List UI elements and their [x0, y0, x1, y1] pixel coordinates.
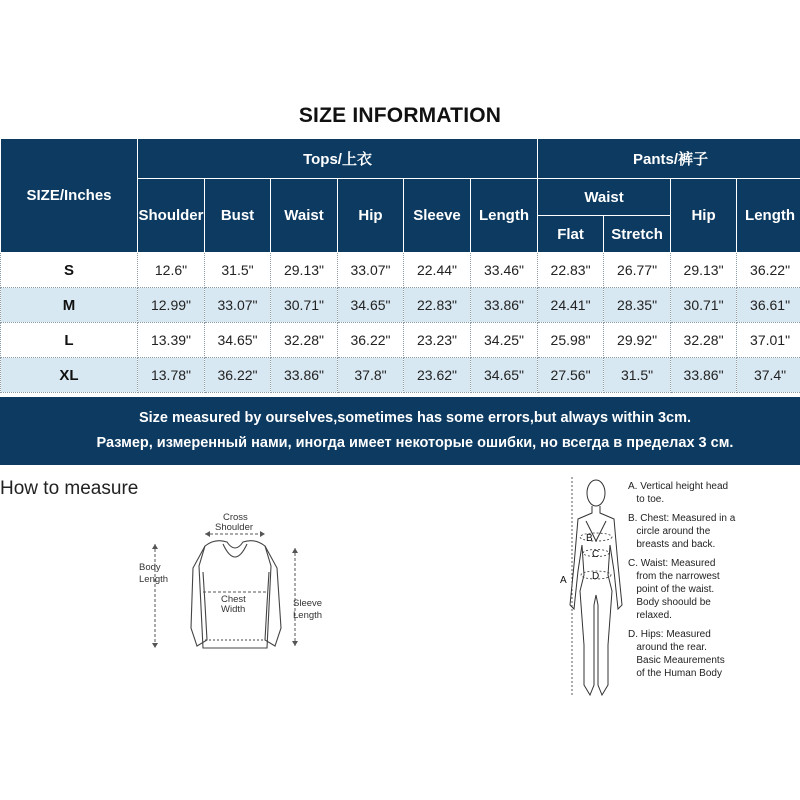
table-cell: 36.22"	[737, 253, 800, 288]
pants-header: Pants/裤子	[538, 139, 800, 179]
table-cell: 26.77"	[604, 253, 671, 288]
sleeve-length-label: Length	[293, 610, 323, 621]
legend-c	[628, 557, 735, 622]
table-row	[1, 323, 800, 358]
table-cell: 12.6"	[138, 253, 205, 288]
legend-line: Basic Meaurements	[636, 655, 725, 666]
col-header: Length	[471, 179, 538, 253]
legend-line: point of the waist.	[636, 584, 715, 595]
table-cell: 29.13"	[671, 253, 737, 288]
table-cell: 28.35"	[604, 288, 671, 323]
marker-d: D	[592, 571, 600, 582]
body-figure	[550, 475, 630, 715]
table-cell: 34.65"	[338, 288, 404, 323]
table-cell: 33.86"	[671, 358, 737, 393]
table-cell: 37.4"	[737, 358, 800, 393]
col-header: Waist	[271, 179, 338, 253]
table-cell: 36.22"	[338, 323, 404, 358]
legend-line: relaxed.	[636, 610, 672, 621]
size-cell: XL	[1, 358, 138, 393]
size-table	[0, 138, 800, 393]
legend-line: of the Human Body	[636, 668, 722, 679]
table-cell: 32.28"	[671, 323, 737, 358]
table-cell: 33.86"	[471, 288, 538, 323]
measurement-note	[0, 397, 800, 465]
legend-line: D. Hips: Measured	[628, 629, 711, 640]
sweater-diagram	[135, 508, 335, 673]
table-cell: 34.65"	[205, 323, 271, 358]
body-length-label: Length	[139, 574, 169, 585]
table-cell: 22.83"	[538, 253, 604, 288]
table-cell: 24.41"	[538, 288, 604, 323]
table-cell: 33.07"	[205, 288, 271, 323]
table-cell: 32.28"	[271, 323, 338, 358]
col-header: Length	[737, 179, 800, 253]
body-length-label: Body	[139, 562, 161, 573]
legend-line: circle around the	[636, 526, 711, 537]
legend-line: from the narrowest	[636, 571, 720, 582]
page-title: SIZE INFORMATION	[298, 104, 502, 127]
col-header: Bust	[205, 179, 271, 253]
table-cell: 31.5"	[205, 253, 271, 288]
legend-line: breasts and back.	[636, 539, 716, 550]
marker-c: C	[592, 549, 600, 560]
col-header: Shoulder	[138, 179, 205, 253]
how-to-measure-heading: How to measure	[0, 478, 139, 499]
table-cell: 29.92"	[604, 323, 671, 358]
table-cell: 25.98"	[538, 323, 604, 358]
note-english: Size measured by ourselves,sometimes has some errors,but always within 3cm.	[138, 410, 692, 426]
measurement-legend	[628, 480, 735, 686]
table-cell: 27.56"	[538, 358, 604, 393]
table-cell: 29.13"	[271, 253, 338, 288]
table-cell: 31.5"	[604, 358, 671, 393]
table-cell: 36.22"	[205, 358, 271, 393]
sleeve-length-label: Sleeve	[293, 598, 323, 609]
table-cell: 34.65"	[471, 358, 538, 393]
col-header: Hip	[338, 179, 404, 253]
pants-waist-header: Waist	[538, 179, 671, 216]
cross-shoulder-label: Cross	[223, 512, 248, 523]
size-header: SIZE/Inches	[1, 139, 138, 253]
legend-line: B. Chest: Measured in a	[628, 513, 736, 524]
legend-b	[628, 512, 735, 551]
table-cell: 33.07"	[338, 253, 404, 288]
size-cell: M	[1, 288, 138, 323]
chest-width-label: Width	[221, 604, 246, 615]
table-cell: 12.99"	[138, 288, 205, 323]
legend-d	[628, 628, 735, 680]
table-row	[1, 253, 800, 288]
cross-shoulder-label: Shoulder	[215, 522, 254, 533]
chest-width-label: Chest	[221, 594, 246, 605]
table-cell: 13.39"	[138, 323, 205, 358]
table-cell: 37.8"	[338, 358, 404, 393]
table-cell: 22.44"	[404, 253, 471, 288]
table-cell: 13.78"	[138, 358, 205, 393]
note-russian: Размер, измеренный нами, иногда имеет некоторые ошибки, но всегда в пределах 3 см.	[96, 435, 734, 451]
col-header: Sleeve	[404, 179, 471, 253]
table-cell: 23.62"	[404, 358, 471, 393]
table-cell: 36.61"	[737, 288, 800, 323]
table-cell: 30.71"	[671, 288, 737, 323]
table-row	[1, 288, 800, 323]
table-cell: 23.23"	[404, 323, 471, 358]
size-cell: L	[1, 323, 138, 358]
table-cell: 22.83"	[404, 288, 471, 323]
table-cell: 33.86"	[271, 358, 338, 393]
legend-line: around the rear.	[636, 642, 707, 653]
col-header: Flat	[538, 216, 604, 253]
tops-header: Tops/上衣	[138, 139, 538, 179]
legend-line: Body shoould be	[636, 597, 711, 608]
col-header: Hip	[671, 179, 737, 253]
legend-a	[628, 480, 735, 506]
marker-b: B	[586, 533, 593, 544]
table-cell: 34.25"	[471, 323, 538, 358]
marker-a: A	[560, 575, 567, 586]
table-cell: 33.46"	[471, 253, 538, 288]
table-row	[1, 358, 800, 393]
legend-line: C. Waist: Measured	[628, 558, 716, 569]
table-cell: 30.71"	[271, 288, 338, 323]
table-cell: 37.01"	[737, 323, 800, 358]
legend-line: A. Vertical height head	[628, 481, 729, 492]
size-cell: S	[1, 253, 138, 288]
col-header: Stretch	[604, 216, 671, 253]
legend-line: to toe.	[636, 494, 665, 505]
